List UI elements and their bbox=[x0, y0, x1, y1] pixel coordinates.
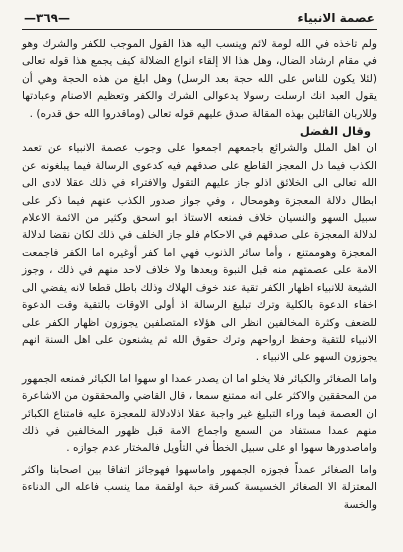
page-body bbox=[22, 36, 377, 514]
page-number: —٣٦٩— bbox=[24, 11, 70, 25]
paragraph: ولم تاخذه في الله لومة لائم وينسب اليه هذا القول الموجب للكفر والشرك وهو في مقام ارشاد الضال، وهل هذا الا إلقاء انواع الضلالة كيف يجمع هذا قوله تعالى (لئلا يكون للناس على الله حجة بعد الرسل) وهل ابلغ من هذه الحجة وهي أن يقول العبد انك ارسلت رسولا يدعوالى الشرك والكفر وتعظيم الاصنام وعبادتها وللاربان القائلين بهذه المقالة صدق عليهم قوله تعالى (وماقدروا الله حق قدره) . bbox=[22, 38, 377, 120]
running-title: عصمة الانبياء bbox=[297, 11, 375, 25]
section-heading: وقال الفضل bbox=[299, 124, 371, 139]
header-rule bbox=[22, 29, 377, 30]
paragraph: واما الصغائر عمداً فجوزه الجمهور واماسهوا فهوجائز اتفاقا بين اصحابنا واكثر المعتزلة الا الصغائر الخسيسة كسرقة حبة اولقمة مما ينسب فاعله الى الدناءة والخسة bbox=[22, 463, 377, 511]
page-header bbox=[22, 8, 377, 28]
paragraph: ان اهل الملل والشرائع باجمعهم اجمعوا على وجوب عصمة الانبياء عن تعمد الكذب فيما دل المعجز القاطع على صدقهم فيه كدعوى الرسالة فيما يبلغونه عن الله تعالى الى الخلائق اذلو جاز عليهم التقول والافتراء في ذلك عقلا لادى الى ابطال دلالة المعجزة وهومحال ، وفي جواز صدور الكذب عنهم فيما ذكر على سبيل السهو والنسيان خلاف فمنعه الاستاذ ابو اسحق وكثير من الائمة الاعلام لدلالة المعجزة على صدقهم في الاحكام فلو جاز الخلف في ذلك لكان نقضا لدلالة المعجزة وهوممتنع ، وأما سائر الذنوب فهي اما كفر أوغيره اما الكفر فاجمعت الامة على عصمتهم منه قبل النبوة وبعدها ولا خلاف لاحد منهم في ذلك ، وجوز الشيعة للانبياء اظهار الكفر تقية عند خوف الهلاك وذلك باطل قطعا لانه يفضي الى اخفاء الدعوة بالكلية وترك تبليغ الرسالة اذ أولى الاوقات بالتقية وقت الدعوة للضعف وكثرة المخالفين انظر الى هؤلاء المتصلفين يجوزون اظهار الكفر على الانبياء للتقية وحفظ ارواحهم وترك حقوق الله ثم يشنعون على اهل السنة انهم يجوزون السهو على الانبياء . bbox=[22, 142, 377, 364]
paragraph: واما الصغائر والكبائر فلا يخلو اما ان يصدر عمدا او سهوا اما الكبائر فمنعه الجمهور من المحققين والاكثر على انه ممتنع سمعا ، قال القاضي والمحققون من الاشاعرة ان العصمة فيما وراء التبليغ غير واجبة عقلا اذلادلالة للمعجزة عليه فامتناع الكبائر منهم عمدا مستفاد من السمع واجماع الامة قبل ظهور المخالفين في ذلك واماصدورها سهوا او على سبيل الخطأ في التأويل فالمختار عدم جوازه . bbox=[22, 372, 377, 455]
